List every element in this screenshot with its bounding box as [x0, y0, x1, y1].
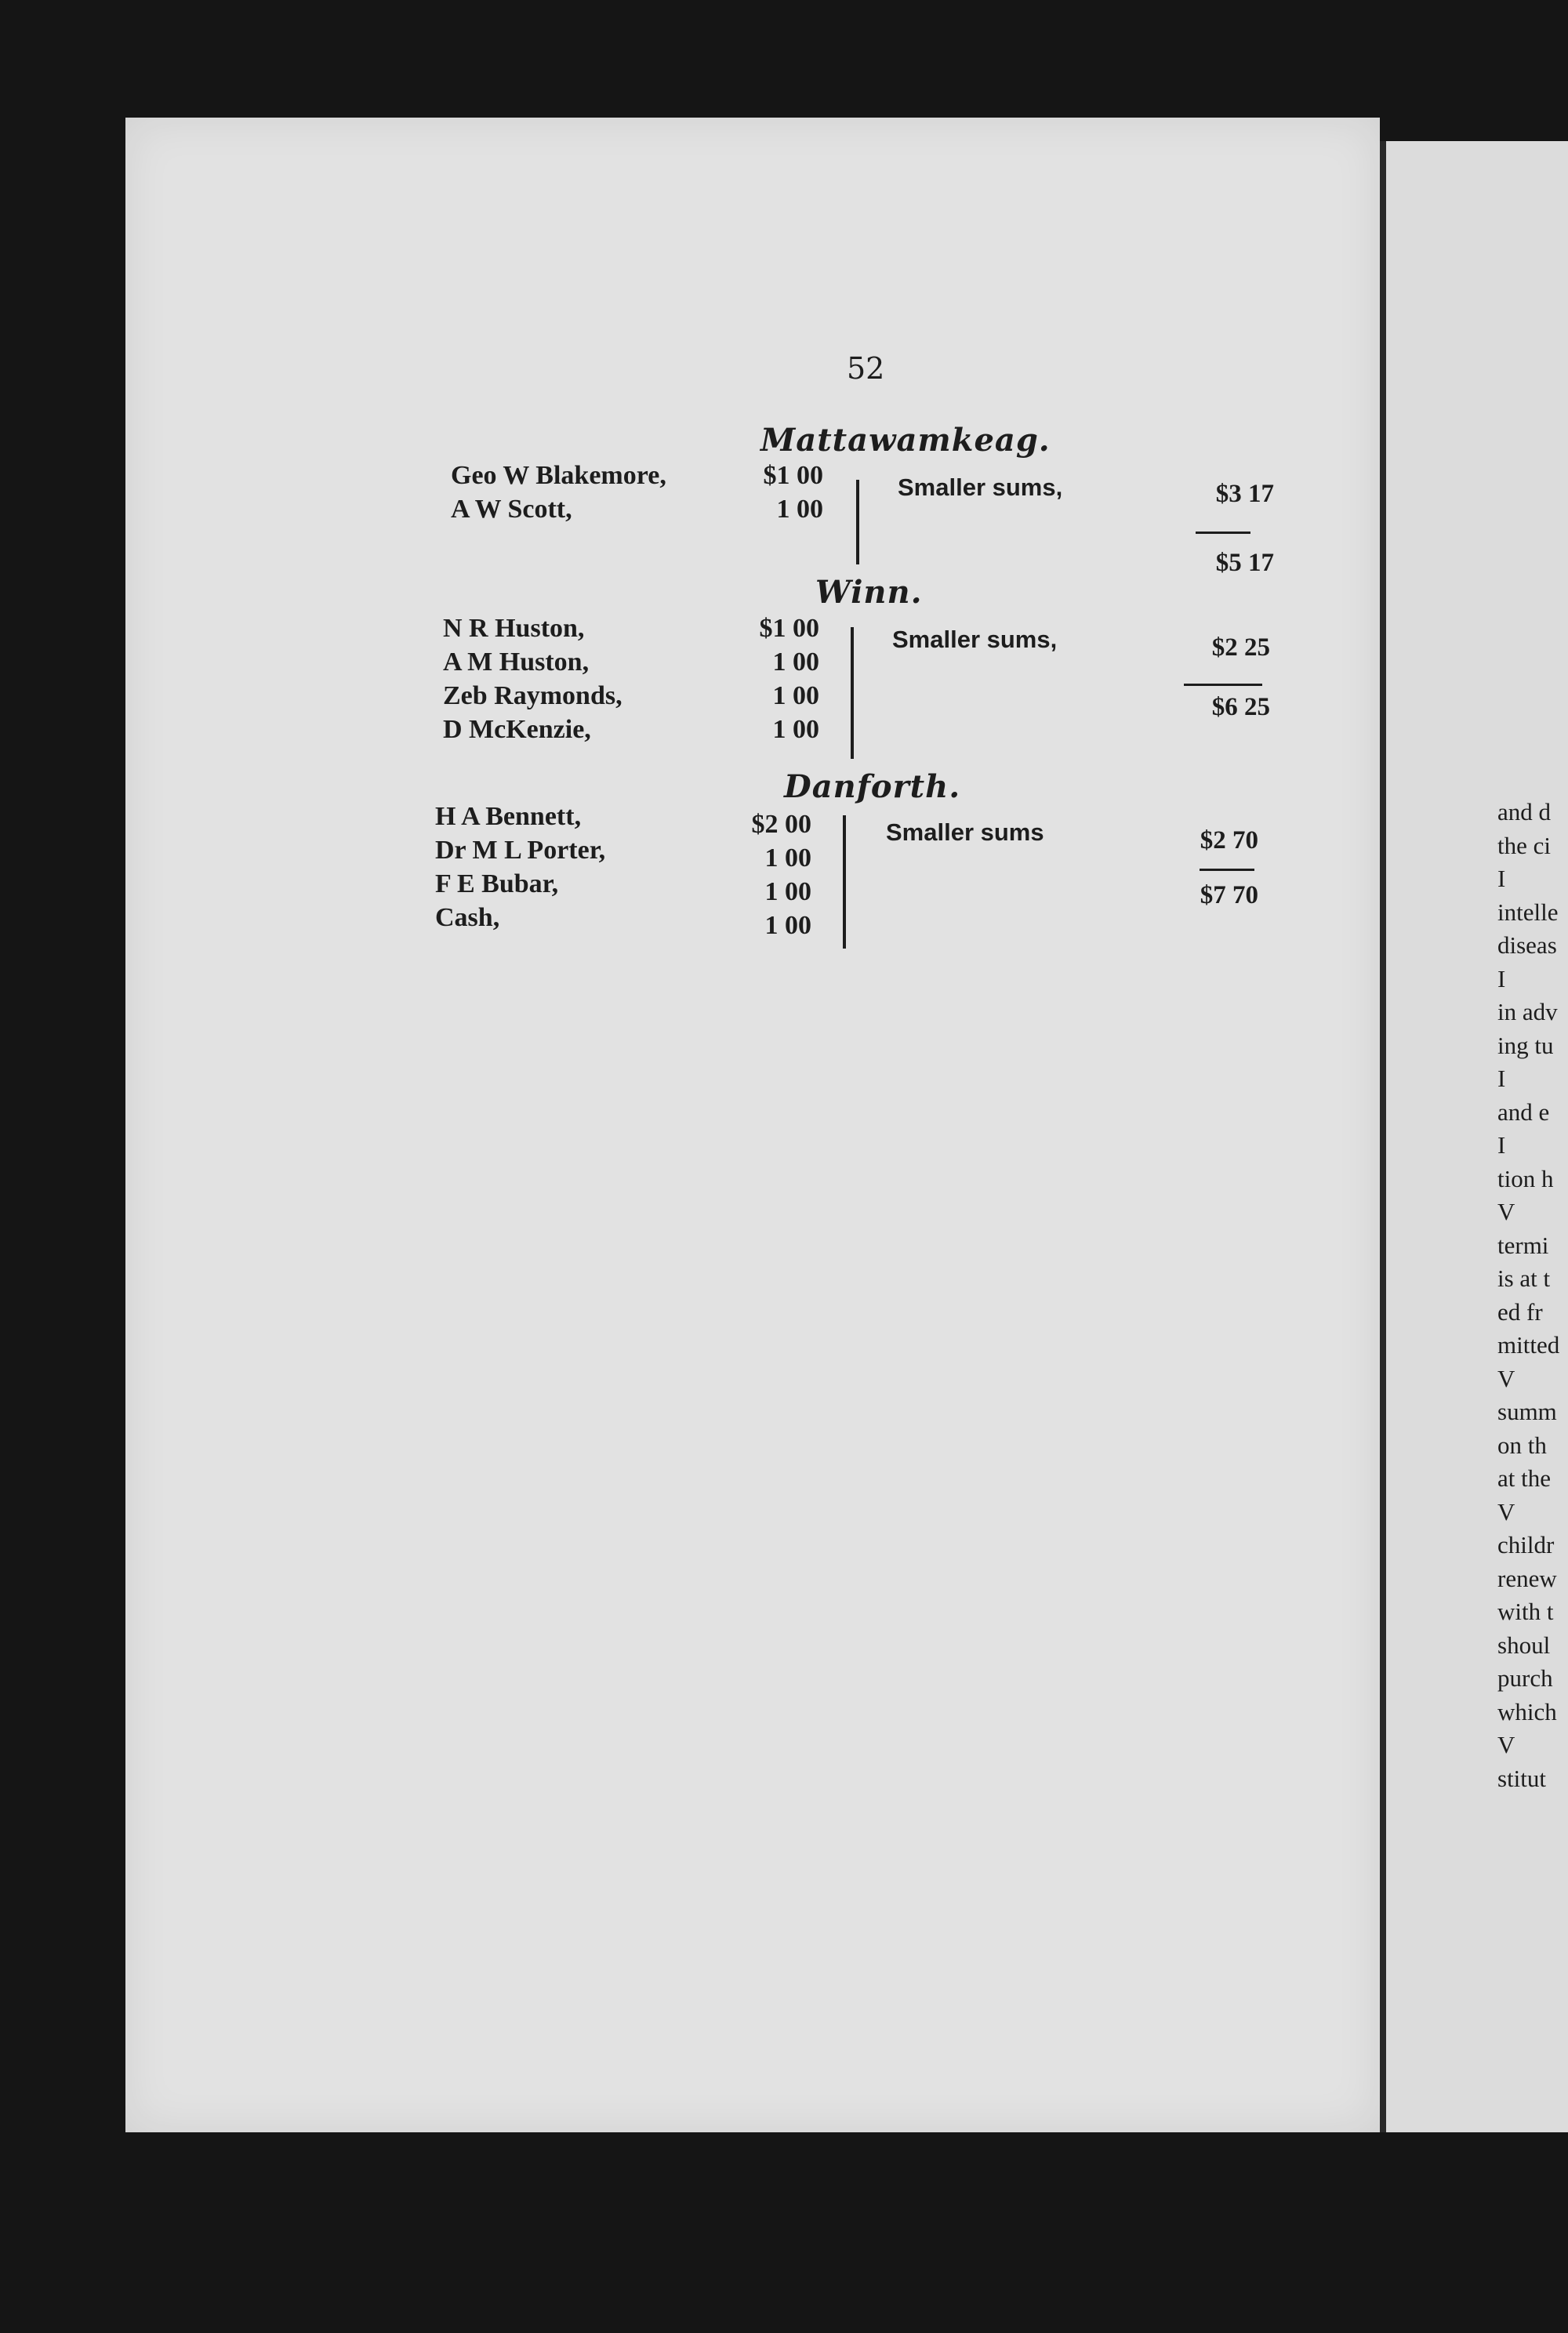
facing-page-line: the ci — [1497, 831, 1551, 859]
donor-amount: $2 00 — [751, 810, 811, 839]
donor-names — [435, 800, 605, 934]
facing-page-line: purch — [1497, 1664, 1553, 1692]
donor-amount: 1 00 — [772, 681, 819, 710]
town-heading-mattawamkeag: Mattawamkeag. — [760, 422, 1051, 459]
donor-name: H A Bennett, — [435, 802, 582, 831]
column-divider — [851, 627, 854, 759]
facing-page-line: in adv — [1497, 998, 1558, 1025]
facing-page-line: V — [1497, 1731, 1515, 1758]
donor-name: Dr M L Porter, — [435, 836, 606, 865]
facing-page-line: termi — [1497, 1231, 1549, 1259]
donor-amount: 1 00 — [764, 911, 811, 940]
total-rule — [1196, 532, 1250, 534]
facing-page-line: with t — [1497, 1598, 1554, 1625]
donor-amount: 1 00 — [776, 495, 823, 524]
facing-page-line: childr — [1497, 1531, 1555, 1558]
facing-page-line: mitted — [1497, 1331, 1560, 1359]
donor-name: A M Huston, — [443, 648, 590, 677]
facing-page-line: intelle — [1497, 898, 1559, 926]
smaller-sums-amount: $2 25 — [1211, 633, 1270, 662]
donor-name: A W Scott, — [451, 495, 572, 524]
total-rule — [1200, 869, 1254, 871]
facing-page-line: ed fr — [1497, 1297, 1543, 1326]
facing-page-line: and d — [1497, 798, 1552, 825]
donor-amount: 1 00 — [772, 648, 819, 677]
facing-page-line: V — [1497, 1364, 1515, 1392]
smaller-sums-label: Smaller sums, — [892, 626, 1058, 653]
facing-page-line: V — [1497, 1497, 1515, 1526]
facing-page-line: and e — [1497, 1098, 1550, 1126]
facing-page-line: I — [1497, 865, 1506, 892]
section-total: $5 17 — [1215, 549, 1274, 577]
facing-page-line: summ — [1497, 1398, 1557, 1425]
donor-amounts — [717, 807, 811, 942]
donor-name: Geo W Blakemore, — [451, 461, 666, 490]
facing-page — [1380, 141, 1568, 2132]
facing-page-line: at the — [1497, 1464, 1551, 1492]
donor-names — [451, 459, 666, 526]
facing-page-line: renew — [1497, 1564, 1557, 1592]
facing-page-line: stitut — [1497, 1764, 1547, 1792]
facing-page-line: on th — [1497, 1431, 1547, 1459]
facing-page-line: which — [1497, 1697, 1557, 1725]
column-divider — [856, 480, 859, 564]
donor-name: Cash, — [435, 903, 500, 932]
donor-amount: $1 00 — [759, 614, 819, 643]
section-total: $6 25 — [1211, 693, 1270, 721]
section-total: $7 70 — [1200, 881, 1258, 909]
donor-name: F E Bubar, — [435, 869, 559, 898]
column-divider — [843, 815, 846, 949]
facing-page-line: tion h — [1497, 1164, 1554, 1192]
donor-amounts — [729, 459, 823, 526]
facing-page-line: shoul — [1497, 1631, 1551, 1659]
donor-amount: $1 00 — [763, 461, 823, 490]
smaller-sums-label: Smaller sums — [886, 818, 1044, 846]
facing-page-line: is at t — [1497, 1264, 1551, 1292]
facing-page-line: V — [1497, 1198, 1515, 1225]
donor-amount: 1 00 — [764, 877, 811, 906]
facing-page-line: diseas — [1497, 931, 1557, 959]
smaller-sums-amount: $2 70 — [1200, 826, 1258, 854]
left-page — [125, 118, 1380, 2132]
facing-page-line: ing tu — [1497, 1031, 1554, 1059]
donor-amount: 1 00 — [772, 715, 819, 744]
smaller-sums-amount: $3 17 — [1215, 480, 1274, 508]
donor-name: D McKenzie, — [443, 715, 591, 744]
donor-name: N R Huston, — [443, 614, 585, 643]
donor-amounts — [725, 611, 819, 746]
town-heading-winn: Winn. — [815, 574, 923, 611]
facing-page-line: I — [1497, 1065, 1506, 1092]
facing-page-line: I — [1497, 1131, 1506, 1159]
facing-page-line: I — [1497, 964, 1506, 992]
donor-names — [443, 611, 622, 746]
town-heading-danforth: Danforth. — [784, 768, 961, 805]
smaller-sums-label: Smaller sums, — [898, 473, 1063, 501]
page-number: 52 — [847, 351, 885, 386]
total-rule — [1184, 684, 1262, 686]
donor-amount: 1 00 — [764, 844, 811, 873]
donor-name: Zeb Raymonds, — [443, 681, 622, 710]
